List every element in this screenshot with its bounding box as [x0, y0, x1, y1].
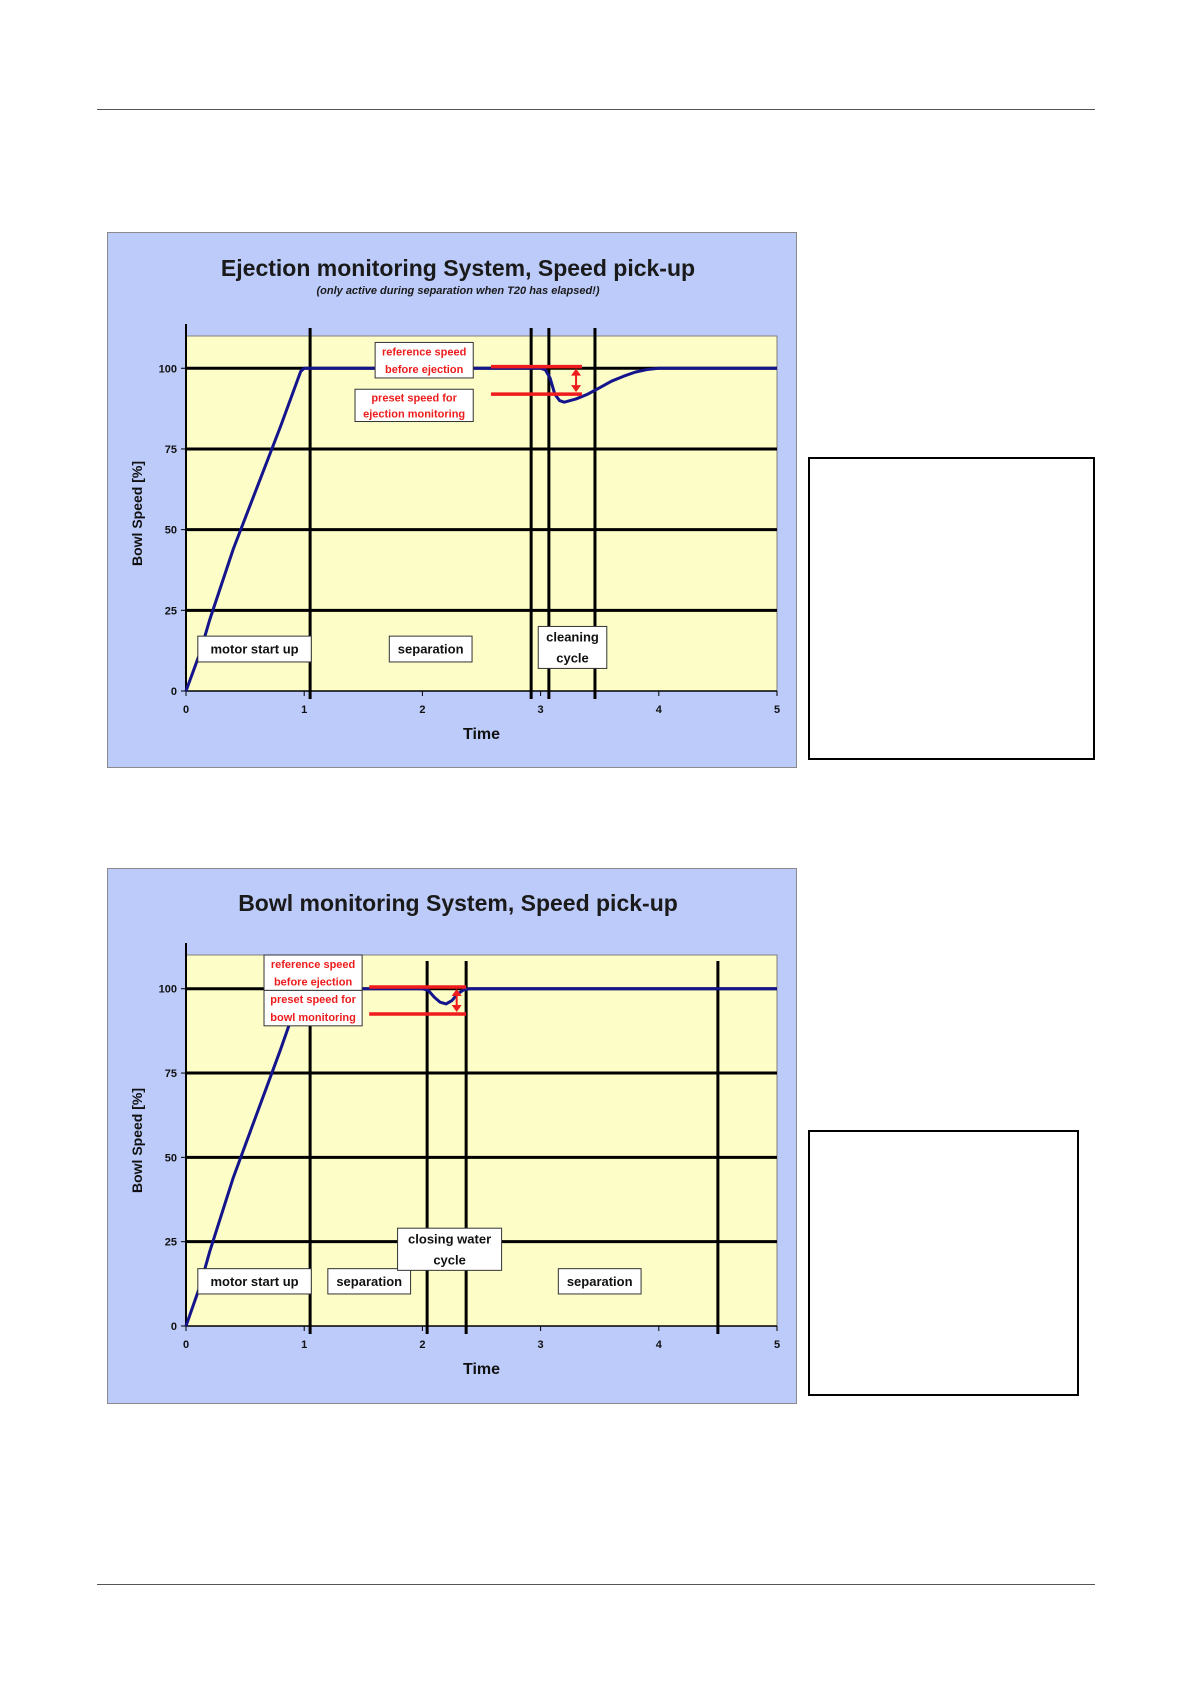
phase-label-text: separation: [397, 641, 464, 657]
speed-annotation-text: bowl monitoring: [270, 1011, 356, 1024]
speed-annotation-text: ejection monitoring: [363, 408, 466, 421]
y-tick-label: 100: [158, 363, 177, 376]
x-tick-label: 5: [773, 1339, 781, 1351]
x-axis-label: Time: [462, 726, 501, 743]
chart-title: Ejection monitoring System, Speed pick-up: [220, 255, 696, 281]
phase-label-text: motor start up: [210, 1273, 299, 1289]
phase-label-text: cycle: [433, 1252, 466, 1268]
ejection-note-box: [808, 457, 1095, 760]
x-tick-label: 1: [301, 704, 308, 716]
x-tick-label: 0: [182, 704, 190, 716]
phase-label-text: motor start up: [210, 641, 299, 657]
x-axis-label: Time: [462, 1361, 501, 1378]
phase-label-text: separation: [566, 1273, 633, 1289]
speed-annotation-text: before ejection: [385, 364, 464, 377]
phase-label-text: closing water: [408, 1231, 492, 1247]
y-tick-label: 25: [164, 1236, 177, 1249]
bowl-monitoring-chart: [107, 868, 797, 1404]
phase-label-text: separation: [336, 1273, 403, 1289]
x-tick-label: 0: [182, 1339, 190, 1351]
speed-annotation-text: before ejection: [273, 976, 353, 989]
speed-annotation-text: preset speed for: [270, 994, 356, 1007]
chart-subtitle: (only active during separation when T20 has elapsed!): [316, 285, 600, 297]
header-rule: [97, 109, 1095, 110]
x-tick-label: 5: [773, 704, 781, 716]
x-tick-label: 3: [537, 704, 544, 716]
chart-title: Bowl monitoring System, Speed pick-up: [238, 890, 678, 916]
ejection-monitoring-chart: [107, 232, 797, 768]
y-axis-label: Bowl Speed [%]: [129, 1087, 145, 1194]
x-tick-label: 2: [419, 1339, 426, 1351]
x-tick-label: 2: [419, 704, 426, 716]
x-tick-label: 1: [301, 1339, 308, 1351]
speed-annotation-text: reference speed: [270, 958, 356, 971]
y-tick-label: 75: [164, 443, 177, 456]
bowl-note-box: [808, 1130, 1079, 1396]
y-tick-label: 25: [164, 605, 177, 618]
y-axis-label: Bowl Speed [%]: [129, 460, 145, 567]
phase-label-text: cleaning: [546, 629, 599, 645]
speed-annotation-text: reference speed: [381, 346, 467, 359]
y-tick-label: 0: [170, 686, 177, 698]
x-tick-label: 3: [537, 1339, 544, 1351]
speed-annotation-text: preset speed for: [371, 392, 457, 405]
y-tick-label: 100: [158, 983, 177, 996]
y-tick-label: 50: [164, 1152, 177, 1165]
x-tick-label: 4: [655, 704, 662, 716]
y-tick-label: 75: [164, 1068, 177, 1081]
footer-rule: [97, 1584, 1095, 1585]
y-tick-label: 0: [170, 1321, 177, 1333]
x-tick-label: 4: [655, 1339, 662, 1351]
ejection-monitoring-chart-svg: [108, 233, 798, 769]
y-tick-label: 50: [164, 524, 177, 537]
phase-label-text: cycle: [556, 650, 589, 666]
bowl-monitoring-chart-svg: [108, 869, 798, 1405]
